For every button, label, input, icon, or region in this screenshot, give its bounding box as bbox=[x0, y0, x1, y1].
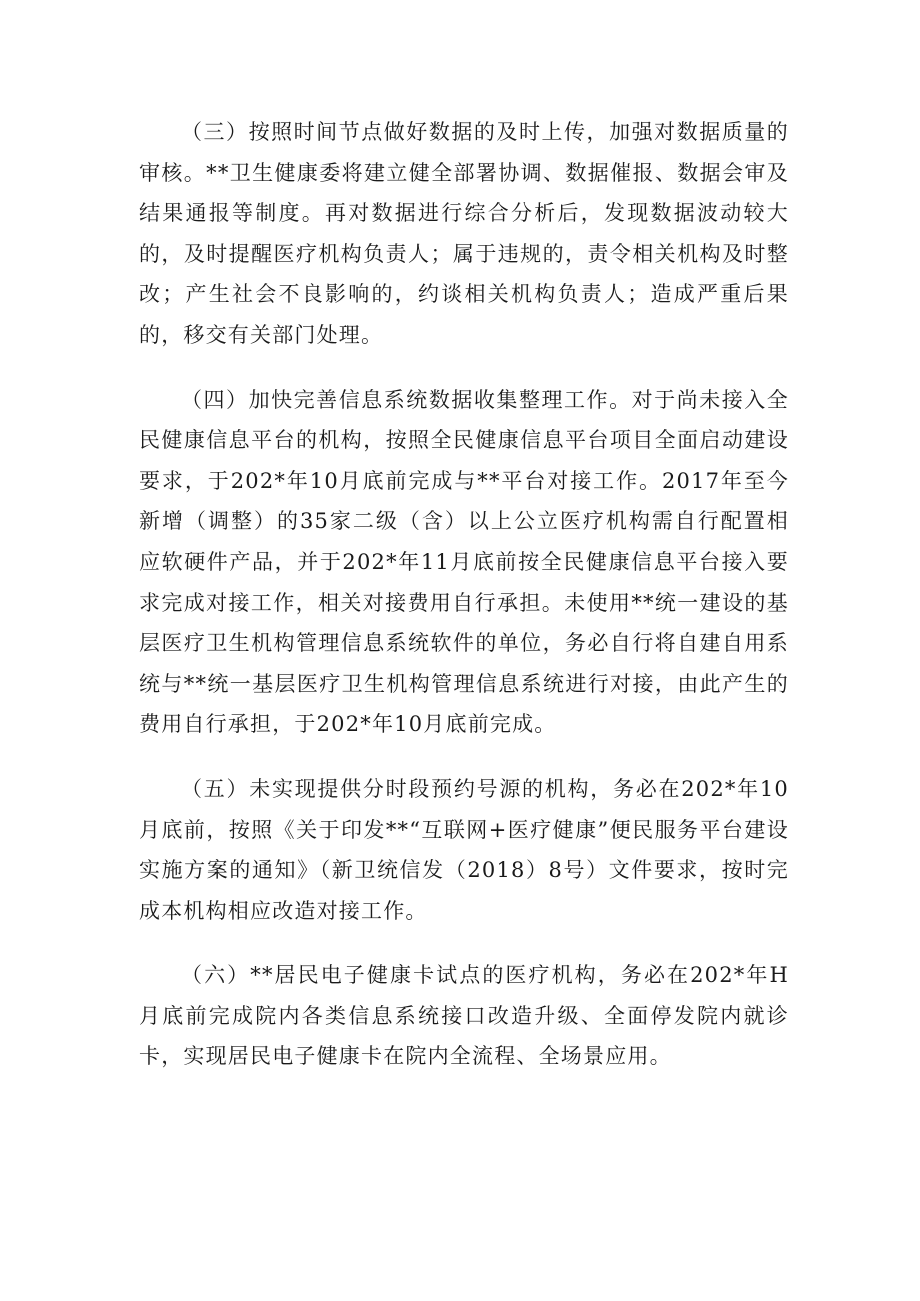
document-body bbox=[139, 112, 789, 1077]
paragraph-section-6: （六）**居民电子健康卡试点的医疗机构，务必在202*年H月底前完成院内各类信息系统接口改造升级、全面停发院内就诊卡，实现居民电子健康卡在院内全流程、全场景应用。 bbox=[139, 963, 789, 1069]
paragraph-section-4: （四）加快完善信息系统数据收集整理工作。对于尚未接入全民健康信息平台的机构，按照全民健康信息平台项目全面启动建设要求，于202*年10月底前完成与**平台对接工作。2017年至今新增（调整）的35家二级（含）以上公立医疗机构需自行配置相应软硬件产品，并于202*年11月底前按全民健康信息平台接入要求完成对接工作，相关对接费用自行承担。未使用**统一建设的基层医疗卫生机构管理信息系统软件的单位，务必自行将自建自用系统与**统一基层医疗卫生机构管理信息系统进行对接，由此产生的费用自行承担，于202*年10月底前完成。 bbox=[139, 387, 789, 737]
paragraph-section-5: （五）未实现提供分时段预约号源的机构，务必在202*年10月底前，按照《关于印发**“互联网+医疗健康”便民服务平台建设实施方案的通知》（新卫统信发（2018）8号）文件要求，按时完成本机构相应改造对接工作。 bbox=[139, 776, 789, 923]
paragraph-section-3: （三）按照时间节点做好数据的及时上传，加强对数据质量的审核。**卫生健康委将建立健全部署协调、数据催报、数据会审及结果通报等制度。再对数据进行综合分析后，发现数据波动较大的，及时提醒医疗机构负责人；属于违规的，责令相关机构及时整改；产生社会不良影响的，约谈相关机构负责人；造成严重后果的，移交有关部门处理。 bbox=[139, 120, 789, 347]
